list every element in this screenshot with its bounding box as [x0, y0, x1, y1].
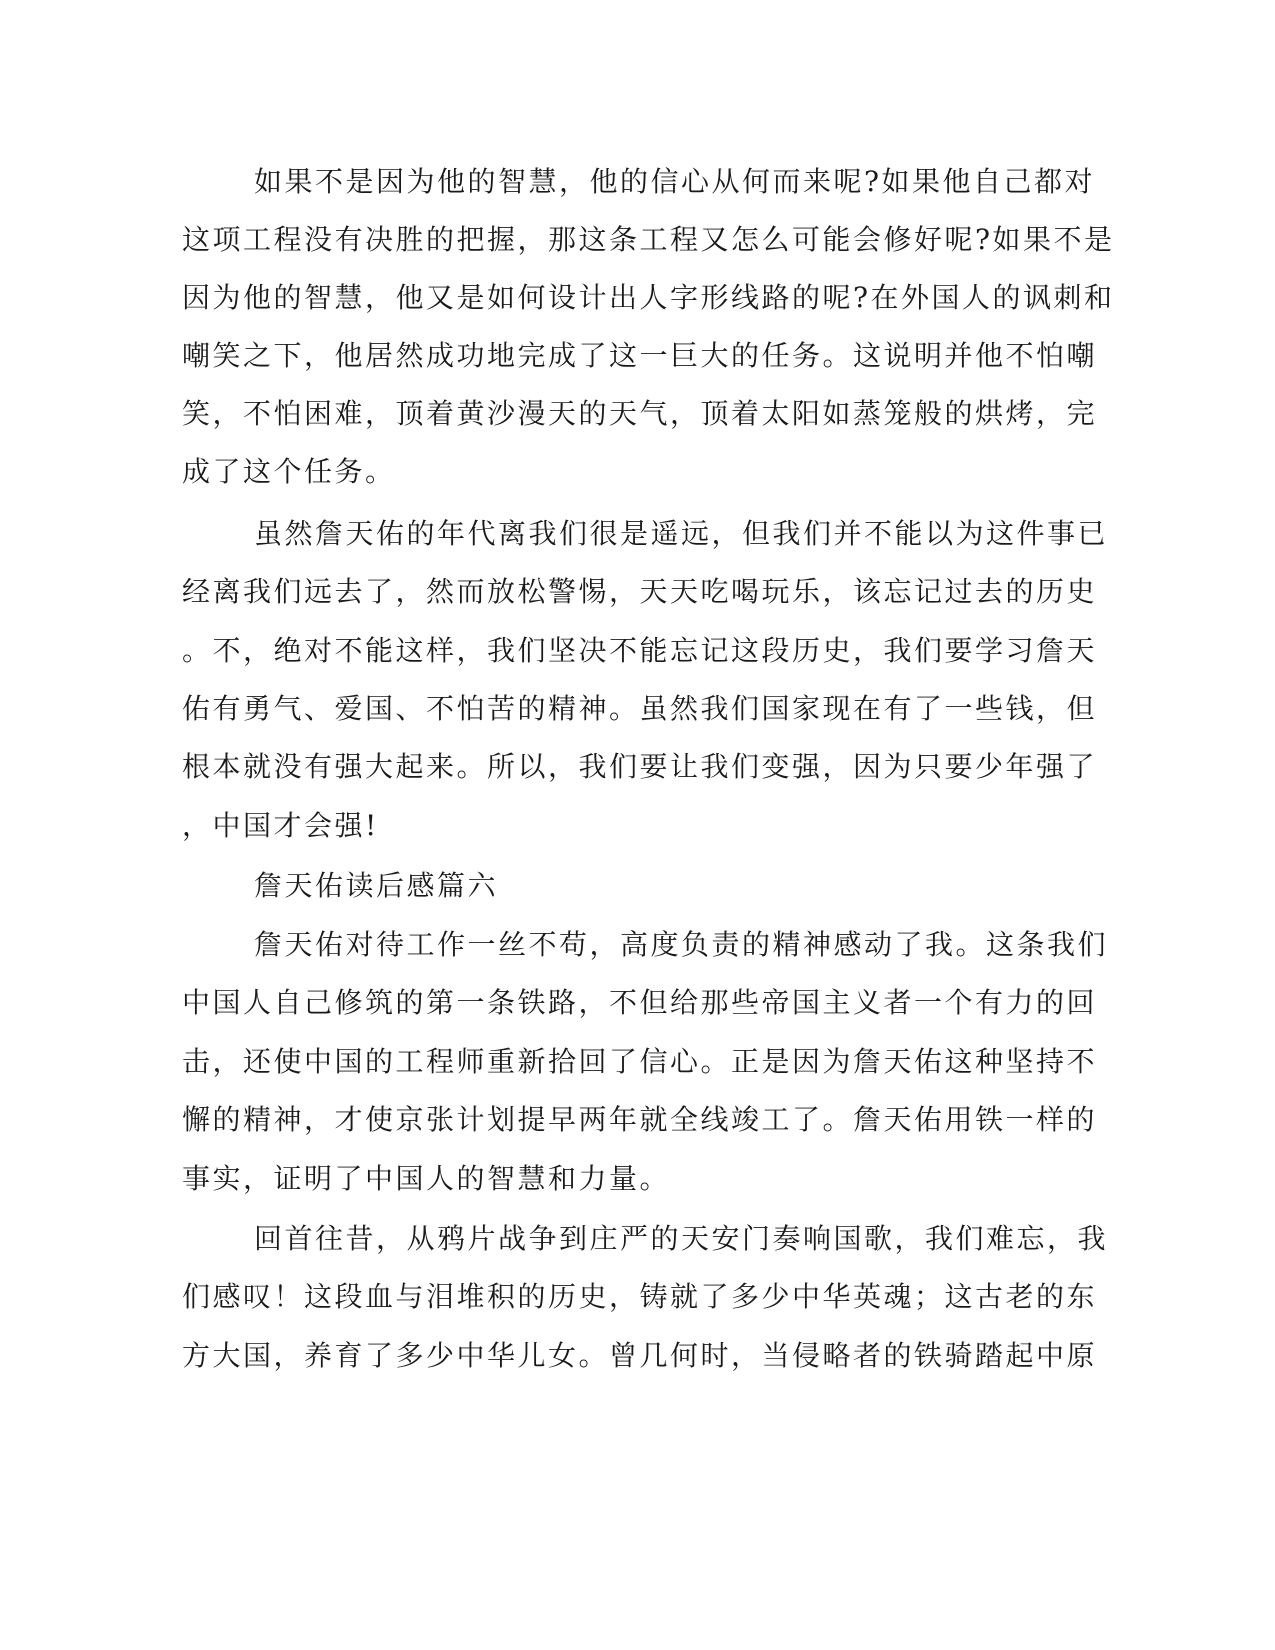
- paragraph-line: 成了这个任务。: [182, 455, 396, 488]
- paragraph-line: 击，还使中国的工程师重新拾回了信心。正是因为詹天佑这种坚持不: [182, 1045, 1098, 1078]
- paragraph-line: 笑，不怕困难，顶着黄沙漫天的天气，顶着太阳如蒸笼般的烘烤，完: [182, 397, 1098, 430]
- paragraph-line: 根本就没有强大起来。所以，我们要让我们变强，因为只要少年强了: [182, 750, 1098, 783]
- paragraph-line: 詹天佑对待工作一丝不苟，高度负责的精神感动了我。这条我们: [254, 928, 1109, 961]
- paragraph-line: ，中国才会强!: [182, 809, 379, 842]
- paragraph-line: 事实，证明了中国人的智慧和力量。: [182, 1162, 671, 1195]
- paragraph-line: 经离我们远去了，然而放松警惕，天天吃喝玩乐，该忘记过去的历史: [182, 575, 1098, 608]
- paragraph-line: 。不，绝对不能这样，我们坚决不能忘记这段历史，我们要学习詹天: [182, 634, 1098, 667]
- section-heading: 詹天佑读后感篇六: [254, 869, 499, 902]
- paragraph-line: 们感叹！这段血与泪堆积的历史，铸就了多少中华英魂；这古老的东: [182, 1280, 1098, 1313]
- paragraph-line: 虽然詹天佑的年代离我们很是遥远，但我们并不能以为这件事已: [254, 517, 1109, 550]
- paragraph-line: 方大国，养育了多少中华儿女。曾几何时，当侵略者的铁骑踏起中原: [182, 1339, 1098, 1372]
- paragraph-line: 嘲笑之下，他居然成功地完成了这一巨大的任务。这说明并他不怕嘲: [182, 339, 1098, 372]
- paragraph-line: 佑有勇气、爱国、不怕苦的精神。虽然我们国家现在有了一些钱，但: [182, 692, 1098, 725]
- paragraph-line: 如果不是因为他的智慧，他的信心从何而来呢?如果他自己都对: [254, 165, 1096, 198]
- paragraph-line: 中国人自己修筑的第一条铁路，不但给那些帝国主义者一个有力的回: [182, 986, 1098, 1019]
- paragraph-line: 因为他的智慧，他又是如何设计出人字形线路的呢?在外国人的讽刺和: [182, 281, 1115, 314]
- paragraph-line: 懈的精神，才使京张计划提早两年就全线竣工了。詹天佑用铁一样的: [182, 1103, 1098, 1136]
- paragraph-line: 回首往昔，从鸦片战争到庄严的天安门奏响国歌，我们难忘，我: [254, 1222, 1109, 1255]
- paragraph-line: 这项工程没有决胜的把握，那这条工程又怎么可能会修好呢?如果不是: [182, 223, 1115, 256]
